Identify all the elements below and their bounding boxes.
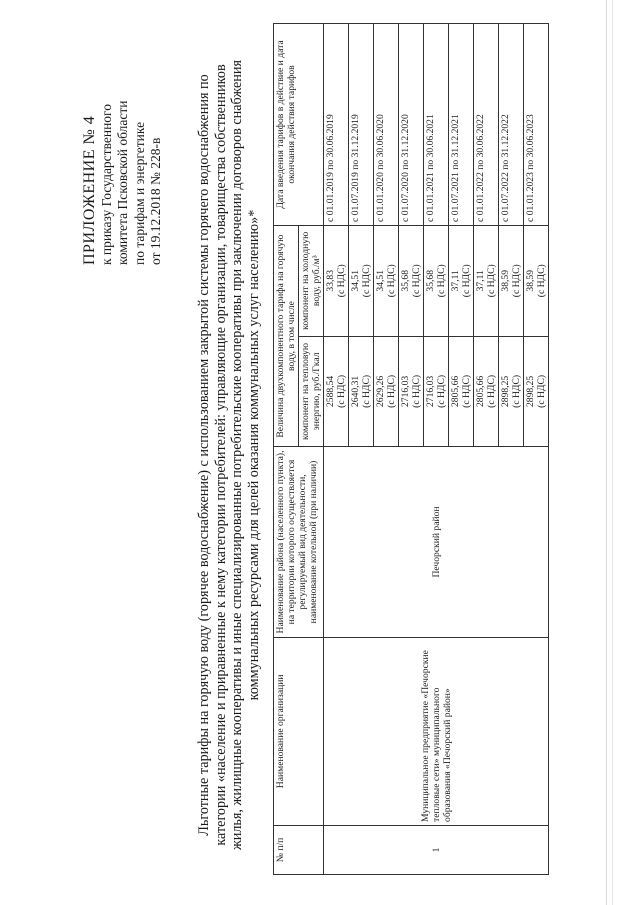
heat-component-cell	[449, 336, 474, 447]
heat-value: 2805,66	[450, 375, 461, 408]
heat-component-cell	[349, 336, 374, 447]
vat-note: (с НДС)	[361, 374, 372, 408]
vat-note: (с НДС)	[486, 374, 497, 408]
tariff-table-body	[324, 24, 549, 875]
row-number: 1	[324, 825, 549, 874]
period-dates: с 01.01.2020 по 30.06.2020	[374, 24, 399, 226]
vat-note: (с НДС)	[361, 264, 372, 298]
vat-note: (с НДС)	[386, 374, 397, 408]
water-component-cell	[524, 225, 549, 336]
water-value: 35,68	[425, 269, 436, 292]
water-value: 34,51	[350, 269, 361, 292]
period-dates: с 01.01.2019 по 30.06.2019	[324, 24, 349, 226]
water-value: 37,11	[450, 270, 461, 292]
period-dates: с 01.07.2021 по 31.12.2021	[449, 24, 474, 226]
heat-component-cell	[399, 336, 424, 447]
heat-value: 2898,25	[500, 375, 511, 408]
water-value: 33,83	[325, 269, 336, 292]
appendix-line: от 19.12.2018 № 228-в	[148, 137, 163, 265]
period-dates: с 01.07.2022 по 31.12.2022	[499, 24, 524, 226]
vat-note: (с НДС)	[386, 264, 397, 298]
organization-name: Муниципальное предприятие «Печорские тепловые сети» муниципального образования «Печорский район»	[324, 637, 549, 825]
period-dates: с 01.01.2022 по 30.06.2022	[474, 24, 499, 226]
area-name: Печорский район	[324, 447, 549, 638]
vat-note: (с НДС)	[436, 264, 447, 298]
water-value: 34,51	[375, 269, 386, 292]
heat-value: 2716,03	[425, 375, 436, 408]
water-component-cell	[349, 225, 374, 336]
tariff-table	[273, 23, 549, 875]
appendix-number: ПРИЛОЖЕНИЕ № 4	[81, 115, 98, 265]
period-dates: с 01.01.2023 по 30.06.2023	[524, 24, 549, 226]
appendix-line: по тарифам и энергетике	[131, 121, 147, 265]
heat-value: 2898,25	[525, 375, 536, 408]
heat-value: 2629,26	[375, 375, 386, 408]
vat-note: (с НДС)	[411, 264, 422, 298]
vat-note: (с НДС)	[436, 374, 447, 408]
header-area: Наименование района (населенного пункта), на территории которого осуществляется регулируемый вид деятельности, наименование котельной (при наличии)	[274, 447, 324, 638]
water-value: 38,59	[525, 269, 536, 292]
period-dates: с 01.07.2020 по 31.12.2020	[399, 24, 424, 226]
header-water: компонент на холодную воду, руб./м³	[299, 225, 324, 336]
header-heat: компонент на тепловую энергию, руб./Гкал	[299, 336, 324, 447]
heat-value: 2588,54	[325, 375, 336, 408]
water-value: 37,11	[475, 270, 486, 292]
vat-note: (с НДС)	[486, 264, 497, 298]
water-component-cell	[399, 225, 424, 336]
vat-note: (с НДС)	[461, 374, 472, 408]
water-component-cell	[374, 225, 399, 336]
appendix-header	[82, 15, 165, 265]
heat-component-cell	[524, 336, 549, 447]
water-value: 35,68	[400, 269, 411, 292]
table-row	[324, 24, 349, 875]
header-tariff: Величина двухкомпонентного тарифа на горячую воду, в том числе	[274, 225, 299, 446]
vat-note: (с НДС)	[536, 374, 547, 408]
heat-component-cell	[499, 336, 524, 447]
vat-note: (с НДС)	[411, 374, 422, 408]
header-no: № п/п	[274, 825, 324, 874]
heat-component-cell	[374, 336, 399, 447]
heat-value: 2805,66	[475, 375, 486, 408]
period-dates: с 01.01.2021 по 30.06.2021	[424, 24, 449, 226]
vat-note: (с НДС)	[336, 264, 347, 298]
vat-note: (с НДС)	[511, 374, 522, 408]
heat-component-cell	[474, 336, 499, 447]
vat-note: (с НДС)	[336, 374, 347, 408]
water-component-cell	[449, 225, 474, 336]
water-component-cell	[424, 225, 449, 336]
header-dates: Дата введения тарифов в действие и дата окончания действия тарифов	[274, 24, 324, 226]
heat-component-cell	[424, 336, 449, 447]
heat-value: 2716,03	[400, 375, 411, 408]
vat-note: (с НДС)	[461, 264, 472, 298]
appendix-line: к приказу Государственного	[98, 103, 114, 265]
heat-component-cell	[324, 336, 349, 447]
vat-note: (с НДС)	[511, 264, 522, 298]
period-dates: с 01.07.2019 по 31.12.2019	[349, 24, 374, 226]
water-value: 38,59	[500, 269, 511, 292]
document-title: Льготные тарифы на горячую воду (горячее водоснабжение) с использованием закрытой системы горячего водоснабжения по категории «население и приравненные к нему категории потребителей: управляющие организации, товарищества собственников жилья, жилищные кооперативы и иные специализированные потребительские кооперативы при заключении договоров снабжения коммунальных ресурсами для целей оказания коммунальных услуг населению»*	[196, 59, 262, 851]
water-component-cell	[324, 225, 349, 336]
vat-note: (с НДС)	[536, 264, 547, 298]
header-org: Наименование организации	[274, 637, 324, 825]
water-component-cell	[499, 225, 524, 336]
heat-value: 2640,31	[350, 375, 361, 408]
water-component-cell	[474, 225, 499, 336]
appendix-line: комитета Псковской области	[115, 100, 130, 265]
